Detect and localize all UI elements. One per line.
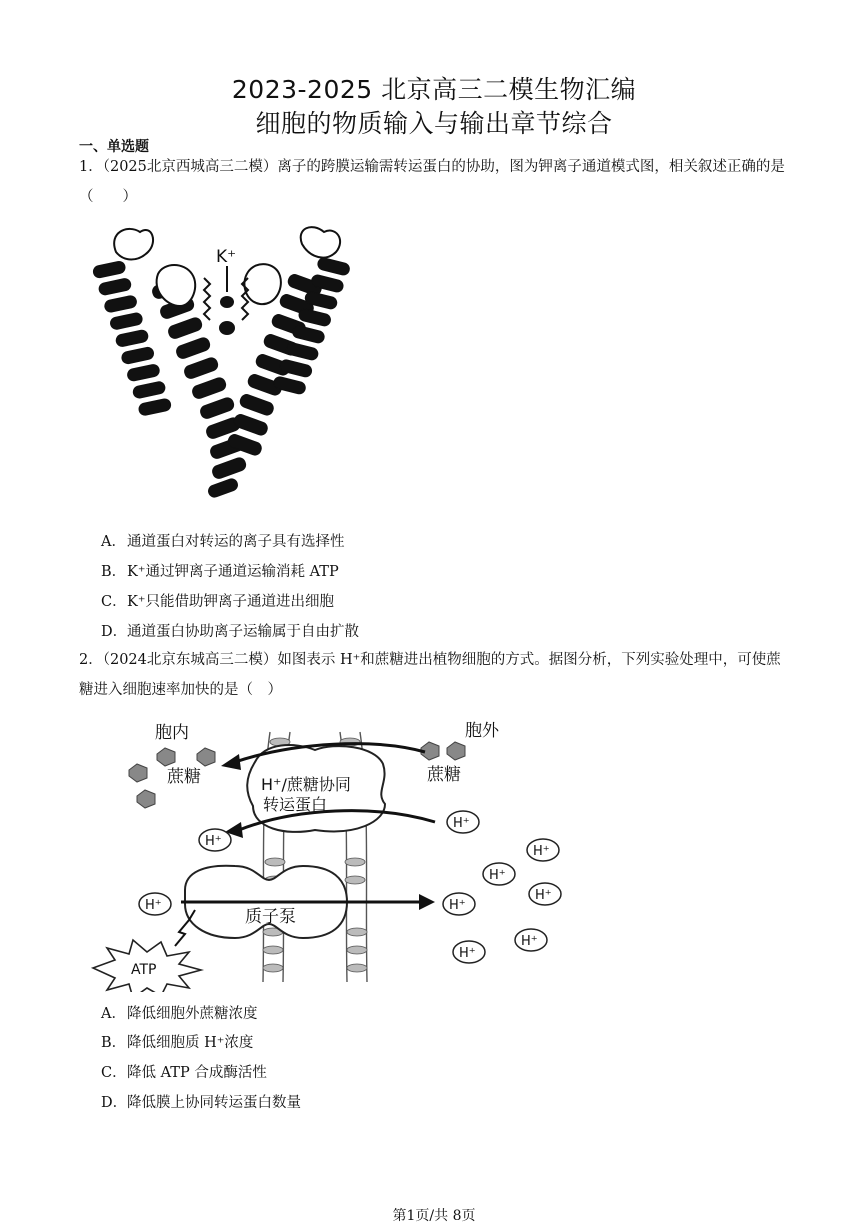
q2-option-d[interactable]	[101, 1091, 301, 1112]
option-letter: C．	[101, 1065, 127, 1081]
proton-label: H⁺	[535, 888, 552, 903]
q2-option-a[interactable]	[101, 1002, 258, 1023]
option-text: K⁺通过钾离子通道运输消耗 ATP	[127, 564, 339, 580]
option-text: 降低细胞质 H⁺浓度	[127, 1035, 254, 1051]
sucrose-inside-label: 蔗糖	[167, 767, 201, 787]
right-top-loop	[301, 227, 340, 257]
option-letter: A．	[101, 1006, 126, 1022]
option-letter: B．	[101, 564, 127, 580]
proton-label: H⁺	[459, 946, 476, 961]
right-pore-loop	[244, 264, 280, 304]
document-title: 2023-2025 北京高三二模生物汇编	[231, 75, 637, 104]
sucrose-transport-figure	[85, 712, 575, 992]
sucrose-arrowhead	[221, 754, 241, 770]
option-text: 通道蛋白对转运的离子具有选择性	[127, 534, 345, 550]
document-subtitle: 细胞的物质输入与输出章节综合	[255, 109, 613, 138]
page-footer: 第1页/共 8页	[392, 1208, 476, 1224]
option-letter: D．	[101, 1095, 128, 1111]
question-1-text: 1．（2025北京西城高三二模）离子的跨膜运输需转运蛋白的协助，图为钾离子通道模式图，相关叙述正确的是（ ）	[79, 159, 785, 205]
cotransporter-label: 转运蛋白	[263, 795, 328, 814]
q1-option-d[interactable]	[101, 620, 359, 641]
energy-bolt	[175, 910, 195, 946]
atp-label: ATP	[131, 962, 157, 978]
q1-option-c[interactable]	[101, 590, 334, 611]
filter-left	[204, 278, 210, 320]
left-pore-loop	[157, 265, 196, 306]
proton-label: H⁺	[449, 898, 466, 913]
proton-label: H⁺	[489, 868, 506, 883]
proton-label: H⁺	[533, 844, 550, 859]
proton-label: H⁺	[521, 934, 538, 949]
outside-label: 胞外	[465, 721, 499, 741]
left-top-loop	[114, 229, 153, 260]
option-text: 降低膜上协同转运蛋白数量	[127, 1095, 301, 1111]
proton-label: H⁺	[205, 834, 222, 849]
q1-option-b[interactable]	[101, 560, 339, 581]
option-letter: B．	[101, 1035, 127, 1051]
option-text: 通道蛋白协助离子运输属于自由扩散	[127, 624, 359, 640]
q2-option-b[interactable]	[101, 1031, 253, 1052]
option-text: K⁺只能借助钾离子通道进出细胞	[127, 594, 334, 610]
inside-label: 胞内	[155, 723, 189, 743]
q2-option-c[interactable]	[101, 1061, 267, 1082]
potassium-ion-label: K⁺	[216, 247, 237, 267]
sucrose-outside-label: 蔗糖	[427, 765, 461, 785]
section-heading: 一、单选题	[79, 139, 149, 155]
option-text: 降低 ATP 合成酶活性	[127, 1065, 267, 1081]
option-letter: D．	[101, 624, 128, 640]
potassium-ion	[219, 321, 235, 335]
option-text: 降低细胞外蔗糖浓度	[127, 1006, 258, 1022]
proton-pump-label: 质子泵	[245, 907, 296, 927]
option-letter: C．	[101, 594, 127, 610]
potassium-channel-figure	[88, 222, 363, 507]
option-letter: A．	[101, 534, 126, 550]
cotransporter-label: H⁺/蔗糖协同	[261, 775, 351, 794]
q1-option-a[interactable]	[101, 530, 345, 551]
proton-label: H⁺	[453, 816, 470, 831]
potassium-ion	[220, 296, 234, 308]
pump-arrowhead	[419, 894, 435, 910]
question-2-text: 2．（2024北京东城高三二模）如图表示 H⁺和蔗糖进出植物细胞的方式。据图分析，下列实验处理中，可使蔗糖进入细胞速率加快的是（ ）	[79, 652, 781, 698]
proton-label: H⁺	[145, 898, 162, 913]
